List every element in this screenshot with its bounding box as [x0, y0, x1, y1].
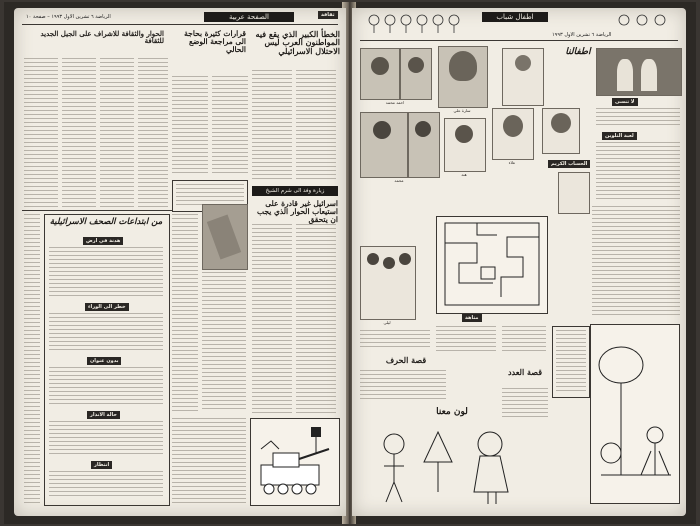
side-title: الحساب الكريم [548, 160, 590, 168]
child-photo [408, 112, 440, 178]
headline-left: الحوار والثقافة للاشراف على الجيل الجديد للثقافة [40, 29, 164, 46]
decorative-strip-right [614, 12, 680, 34]
maze-title: متاهة [462, 314, 482, 322]
coloring-page-drawing [360, 422, 546, 508]
group-photo [596, 48, 682, 96]
column-box [44, 214, 170, 506]
headline-middle: قرارات كثيرة بحاجة الى مراجعة الوضع الحالي [184, 29, 246, 54]
header-rule [22, 24, 338, 25]
subhead-bar: زيارة وفد الى شرم الشيخ [252, 186, 338, 196]
column-item-heading: خطر الى الوراء [85, 303, 129, 311]
section-rule [22, 210, 172, 211]
text-column [360, 330, 430, 348]
puzzle-title: قصة الحرف [385, 355, 427, 365]
child-photo [542, 108, 580, 154]
children-group-photo [360, 246, 416, 320]
text-column [596, 142, 680, 202]
left-page [14, 8, 346, 516]
child-photo [360, 112, 408, 178]
text-column [360, 370, 446, 400]
corner-title: اطفالنا [565, 47, 591, 57]
photo-caption: علاء [508, 160, 516, 165]
text-column [172, 76, 208, 176]
photo-caption: سارة علي [453, 108, 471, 113]
column-item-heading: هدنة في ارض [83, 237, 123, 245]
column-item-heading: انتظار [91, 461, 112, 469]
text-column [212, 76, 248, 176]
text-column [138, 58, 168, 208]
text-column [24, 58, 58, 208]
decorative-children-strip [366, 12, 476, 34]
left-section-title: الصفحة عربية [204, 12, 294, 22]
photo-caption: ليلى [383, 320, 391, 325]
text-column [202, 272, 246, 412]
text-column [592, 206, 680, 316]
child-photo [360, 48, 400, 100]
column-item-heading: بدون عنوان [87, 357, 121, 365]
photo-caption: محمد [394, 178, 404, 183]
maze-puzzle [436, 216, 548, 314]
text-column [62, 58, 96, 208]
text-column [24, 214, 40, 504]
text-column [172, 418, 246, 504]
child-drawing [558, 172, 590, 214]
bottom-title: لون معنا [436, 407, 468, 417]
text-column [252, 224, 292, 414]
story-illustration [590, 324, 680, 504]
text-column [596, 108, 680, 128]
left-corner-tag: ثقافة [318, 11, 338, 19]
box1-title: لا تنسى [612, 98, 638, 106]
child-photo [502, 48, 544, 106]
text-column [502, 388, 548, 418]
child-photo [400, 48, 432, 100]
right-page-header-date: الرياضة ٦ تشرين الاول ١٩٩٣ [552, 32, 612, 38]
text-column [296, 70, 336, 180]
text-column [502, 326, 546, 352]
child-photo [438, 46, 488, 108]
right-section-title: اطفال شباب [482, 12, 548, 22]
bound-newspaper-volume [4, 2, 696, 524]
text-column [100, 58, 134, 208]
text-column [296, 224, 336, 414]
text-column [252, 70, 292, 180]
photo-caption: هند [461, 172, 467, 177]
photo-caption: احمد محمد [385, 100, 405, 105]
cartoon-tank [250, 418, 340, 506]
left-page-header-date: الرياضة ٦ تشرين الاول ١٩٩٣ – صفحة ١٠ [26, 14, 111, 20]
story-title: قصة العدد [507, 367, 543, 377]
child-photo [444, 118, 486, 172]
text-column [172, 214, 198, 414]
small-box [552, 326, 590, 398]
headline-lower: اسرائيل غير قادرة على استيعاب الحوار الذي يجب ان يتحقق [257, 199, 338, 224]
news-photo [202, 204, 248, 270]
child-photo [492, 108, 534, 160]
headline-right: الخطأ الكبير الذي يقع فيه المواطنون العرب ليس الاحتلال الاسرائيلي [255, 29, 340, 56]
header-rule [360, 40, 678, 41]
column-item-heading: حالة الانذار [87, 411, 120, 419]
box2-title: لعبة التلوين [602, 132, 637, 140]
right-page [352, 8, 686, 516]
column-title: من ابتداعات الصحف الاسرائيلية [49, 217, 163, 227]
text-column [436, 326, 496, 352]
